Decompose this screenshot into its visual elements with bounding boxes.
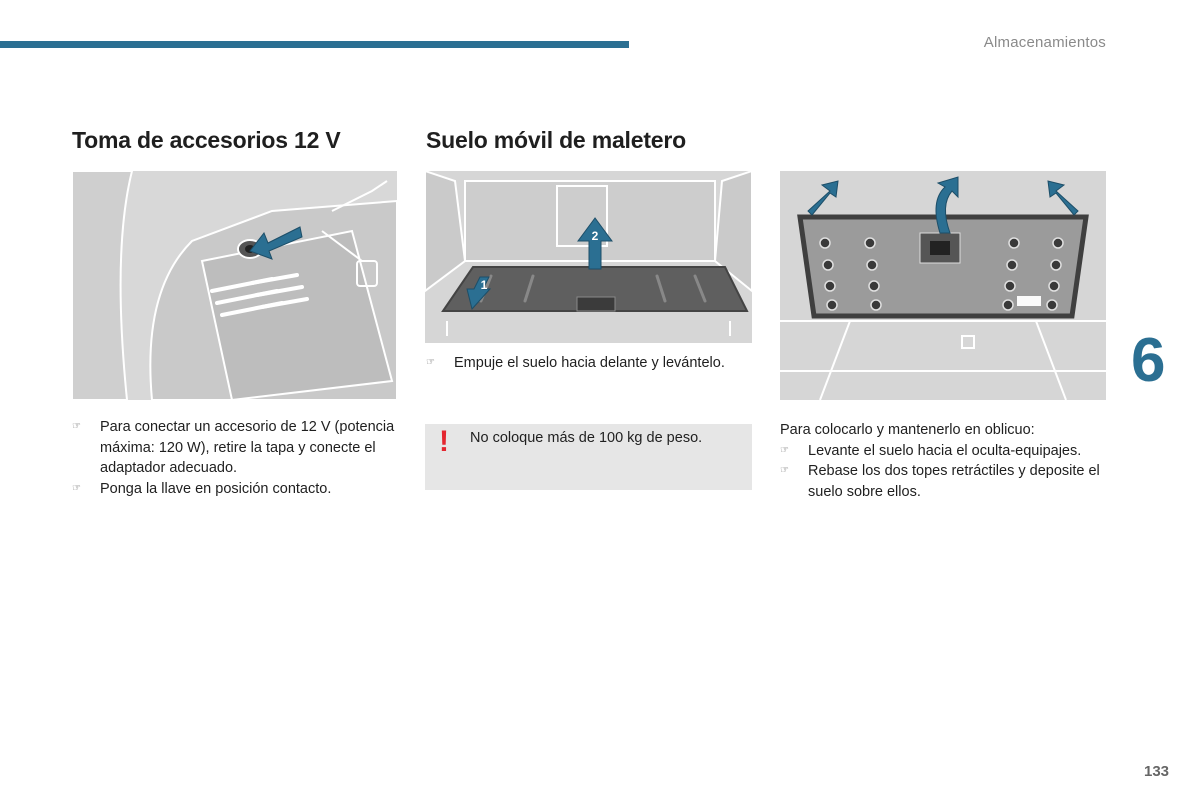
pointing-hand-icon: ☞ [72,482,81,494]
figure-label-1: 1 [480,278,488,292]
chapter-number: 6 [1131,326,1166,395]
list-item: ☞ Ponga la llave en posición contacto. [72,479,397,500]
exclamation-icon: ! [439,425,449,458]
figure-label-2: 2 [591,229,599,243]
page-number: 133 [1144,763,1170,780]
list-item: ☞ Empuje el suelo hacia delante y levántelo. [426,353,756,374]
pointing-hand-icon: ☞ [426,357,435,368]
accessory-socket-instructions [72,417,397,499]
movable-floor-push-illustration [425,171,752,343]
section-title-movable-floor: Suelo móvil de maletero [426,127,686,153]
oblique-position-instructions [780,420,1110,502]
accessory-socket-illustration [72,171,397,400]
instructions-intro: Para colocarlo y mantenerlo en oblicuo: [780,422,1035,438]
pointing-hand-icon: ☞ [72,421,81,432]
weight-warning-box [425,424,752,490]
section-title-accessory-socket: Toma de accesorios 12 V [72,127,341,153]
list-item: ☞ Para conectar un accesorio de 12 V (potencia máxima: 120 W), retire la tapa y conecte el adaptador adecuado. [72,419,395,476]
movable-floor-instructions [426,353,756,374]
warning-text: No coloque más de 100 kg de peso. [470,430,703,446]
movable-floor-raised-illustration [780,171,1106,400]
chapter-title: Almacenamientos [983,34,1106,51]
list-item: ☞ Rebase los dos topes retráctiles y deposite el suelo sobre ellos. [780,463,1100,500]
header-accent-bar [0,41,629,48]
list-item: ☞ Levante el suelo hacia el oculta-equipajes. [780,441,1110,462]
pointing-hand-icon: ☞ [780,465,789,476]
pointing-hand-icon: ☞ [780,444,789,456]
